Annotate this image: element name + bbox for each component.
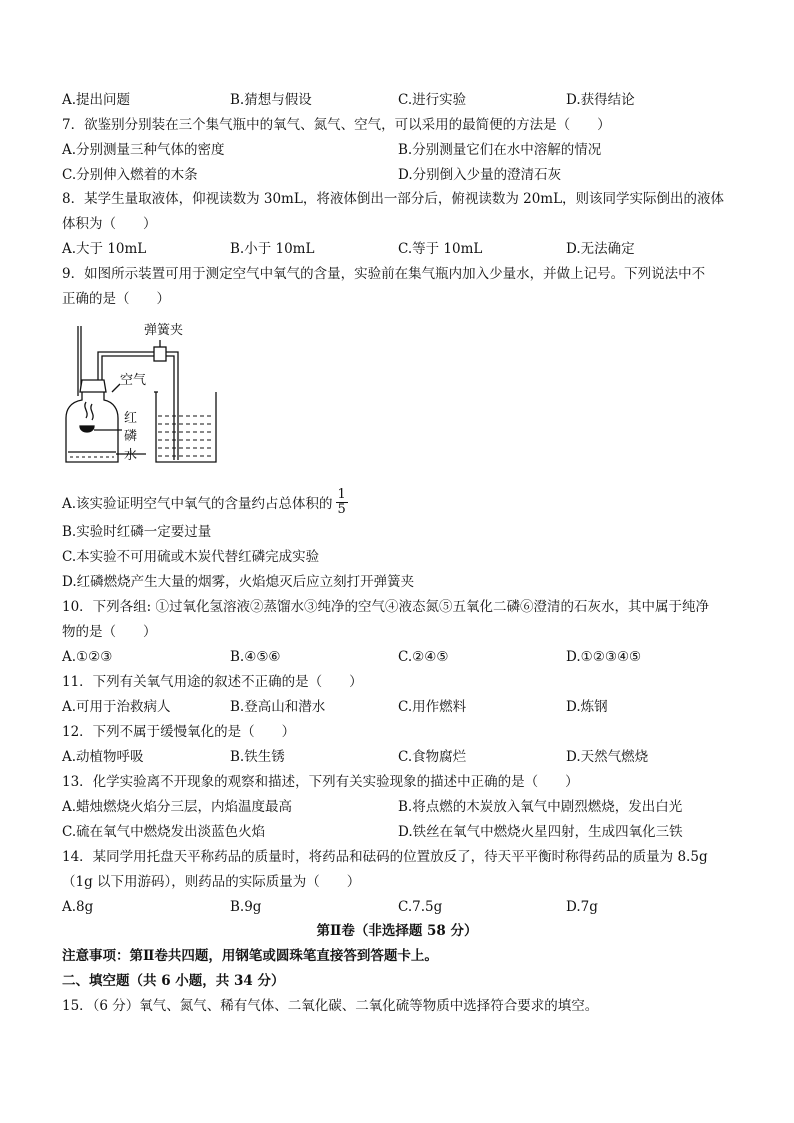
q12-options [62,748,742,766]
q14-option-c: C.7.5g [398,899,443,915]
q7-stem: 7．欲鉴别分别装在三个集气瓶中的氧气、氮气、空气，可以采用的最简便的方法是（ ） [62,117,611,133]
spring-clamp-icon [154,347,166,361]
smoke-swirl-right [91,404,93,420]
q10-option-c: C.②④⑤ [398,649,449,665]
q8-option-d: D.无法确定 [566,241,635,257]
q12-option-d: D.天然气燃烧 [566,749,649,765]
smoke-swirl-left [85,402,87,418]
q15-stem: 15．（6 分）氧气、氮气、稀有气体、二氧化碳、二氧化硫等物质中选择符合要求的填空。 [62,998,599,1014]
bottle-stopper [80,380,106,392]
q9-option-a-text: A.该实验证明空气中氧气的含量约占总体积的 [62,496,333,512]
q11-option-d: D.炼钢 [566,699,608,715]
q6-option-a: A.提出问题 [62,92,131,108]
q10-option-b: B.④⑤⑥ [230,649,281,665]
q14-option-b: B.9g [230,899,262,915]
q9-option-a [62,487,348,519]
combustion-spoon [80,426,94,432]
q9-option-b: B.实验时红磷一定要过量 [62,524,212,540]
q13-option-a: A.蜡烛燃烧火焰分三层，内焰温度最高 [62,799,293,815]
q11-option-b: B.登高山和潜水 [230,699,326,715]
q14-option-d: D.7g [566,899,598,915]
fraction-numerator: 1 [337,487,346,502]
q10-option-d: D.①②③④⑤ [566,649,642,665]
q7-option-b: B.分别测量它们在水中溶解的情况 [398,142,602,158]
q11-option-a: A.可用于治救病人 [62,699,171,715]
connecting-tube [98,352,178,460]
q10-options [62,648,742,666]
q12-option-c: C.食物腐烂 [398,749,467,765]
q12-option-a: A.动植物呼吸 [62,749,144,765]
q10-option-a: A.①②③ [62,649,113,665]
q6-options [62,91,742,109]
oxygen-content-apparatus [60,318,240,470]
q6-option-b: B.猜想与假设 [230,92,312,108]
q8-option-c: C.等于 10mL [398,241,483,257]
q8-options [62,240,742,258]
q7-option-a: A.分别测量三种气体的密度 [62,142,225,158]
q11-option-c: C.用作燃料 [398,699,467,715]
label-phosphorus: 磷 [124,429,138,444]
q8-option-a: A.大于 10mL [62,241,147,257]
q7-option-c: C.分别伸入燃着的木条 [62,167,198,183]
q10-stem-line2: 物的是（ ） [62,624,157,640]
q6-option-c: C.进行实验 [398,92,467,108]
q7-option-d: D.分别倒入少量的澄清石灰 [398,167,562,183]
q11-options [62,698,742,716]
q8-stem-line1: 8．某学生量取液体，仰视读数为 30mL，将液体倒出一部分后，俯视读数为 20mL，则该同学实际倒出的液体 [62,191,725,207]
fraction-denominator: 5 [337,502,346,517]
q13-option-c: C.硫在氧气中燃烧发出淡蓝色火焰 [62,824,266,840]
q10-stem-line1: 10．下列各组: ①过氧化氢溶液②蒸馏水③纯净的空气④液态氮⑤五氧化二磷⑥澄清的石灰水，其中属于纯净 [62,599,710,615]
label-water: 水 [124,448,138,463]
q13-option-d: D.铁丝在氧气中燃烧火星四射，生成四氧化三铁 [398,824,683,840]
q14-option-a: A.8g [62,899,94,915]
section-title: 二、填空题（共 6 小题，共 34 分） [62,973,285,989]
air-pointer [112,384,120,392]
q9-option-d: D.红磷燃烧产生大量的烟雾，火焰熄灭后应立刻打开弹簧夹 [62,574,415,590]
q14-stem-line1: 14．某同学用托盘天平称药品的质量时，将药品和砝码的位置放反了，待天平平衡时称得药品的质量为 8.5g [62,849,708,865]
q8-stem-line2: 体积为（ ） [62,216,157,232]
part2-notice: 注意事项：第Ⅱ卷共四题，用钢笔或圆珠笔直接答到答题卡上。 [62,948,438,964]
fraction-one-fifth [336,488,348,517]
q9-option-c: C.本实验不可用硫或木炭代替红磷完成实验 [62,549,320,565]
connecting-tube-inner [102,356,174,460]
q9-stem-line1: 9．如图所示装置可用于测定空气中氧气的含量，实验前在集气瓶内加入少量水，并做上记号。下列说法中不 [62,266,706,282]
part2-title: 第Ⅱ卷（非选择题 58 分） [316,923,478,939]
q14-options [62,898,742,916]
q8-option-b: B.小于 10mL [230,241,315,257]
q12-option-b: B.铁生锈 [230,749,285,765]
beaker-water [158,416,214,456]
q6-option-d: D.获得结论 [566,92,635,108]
label-clamp: 弹簧夹 [144,323,184,338]
beaker [156,392,216,462]
q14-stem-line2: （1g 以下用游码），则药品的实际质量为（ ） [62,874,361,890]
q9-stem-line2: 正确的是（ ） [62,291,170,307]
q13-stem: 13．化学实验离不开现象的观察和描述，下列有关实验现象的描述中正确的是（ ） [62,774,579,790]
q13-option-b: B.将点燃的木炭放入氧气中剧烈燃烧，发出白光 [398,799,683,815]
q12-stem: 12．下列不属于缓慢氧化的是（ ） [62,724,296,740]
q11-stem: 11．下列有关氧气用途的叙述不正确的是（ ） [62,674,363,690]
label-air: 空气 [120,373,147,388]
label-red: 红 [124,411,138,426]
